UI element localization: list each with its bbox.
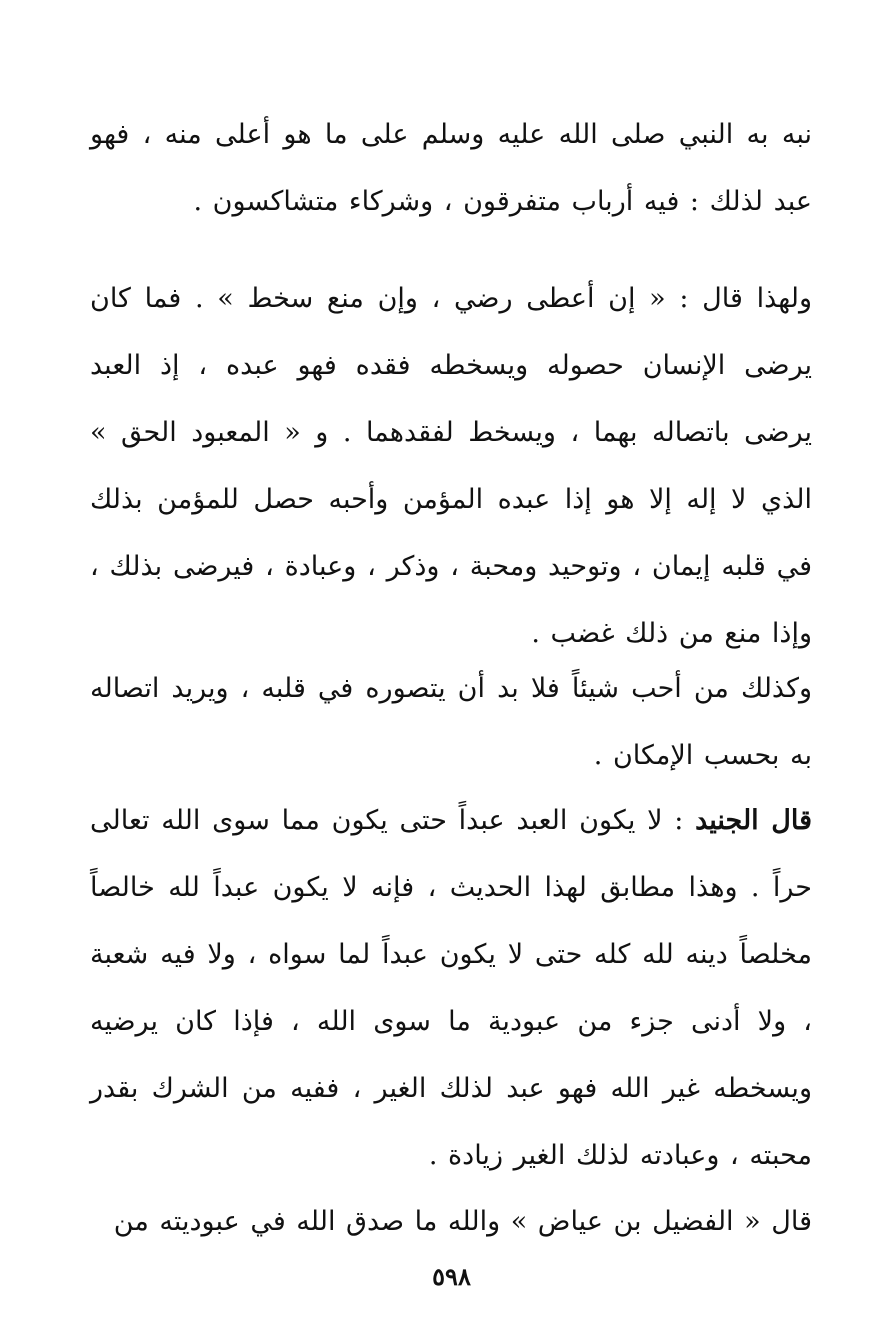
paragraph-3 bbox=[90, 655, 812, 789]
paragraph-2 bbox=[90, 265, 812, 667]
paragraph-2-text: ولهذا قال : « إن أعطى رضي ، وإن منع سخط » . فما كان يرضى الإنسان حصوله ويسخطه فقده فهو عبده ، إذ العبد يرضى باتصاله بهما ، ويسخط لفقدهما . و « المعبود الحق » الذي لا إله إلا هو إذا عبده المؤمن وأحبه حصل للمؤمن بذلك في قلبه إيمان ، وتوحيد ومحبة ، وذكر ، وعبادة ، فيرضى بذلك ، وإذا منع من ذلك غضب . bbox=[90, 283, 812, 649]
paragraph-1 bbox=[90, 101, 812, 235]
paragraph-5-text: قال « الفضيل بن عياض » والله ما صدق الله في عبوديته من bbox=[113, 1206, 812, 1237]
paragraph-4-lead: قال الجنيد bbox=[695, 805, 812, 836]
paragraph-5 bbox=[90, 1188, 812, 1255]
paragraph-4 bbox=[90, 787, 812, 1189]
paragraph-4-text: : لا يكون العبد عبداً حتى يكون مما سوى الله تعالى حراً . وهذا مطابق لهذا الحديث ، فإنه لا يكون عبداً لله خالصاً مخلصاً دينه لله كله حتى لا يكون عبداً لما سواه ، ولا فيه شعبة ، ولا أدنى جزء من عبودية ما سوى الله ، فإذا كان يرضيه ويسخطه غير الله فهو عبد لذلك الغير ، ففيه من الشرك بقدر محبته ، وعبادته لذلك الغير زيادة . bbox=[90, 805, 812, 1171]
paragraph-3-text: وكذلك من أحب شيئاً فلا بد أن يتصوره في قلبه ، ويريد اتصاله به بحسب الإمكان . bbox=[90, 673, 812, 771]
paragraph-1-text: نبه به النبي صلى الله عليه وسلم على ما هو أعلى منه ، فهو عبد لذلك : فيه أرباب متفرقون ، وشركاء متشاكسون . bbox=[90, 119, 812, 217]
page-number: ٥٩٨ bbox=[432, 1262, 471, 1291]
